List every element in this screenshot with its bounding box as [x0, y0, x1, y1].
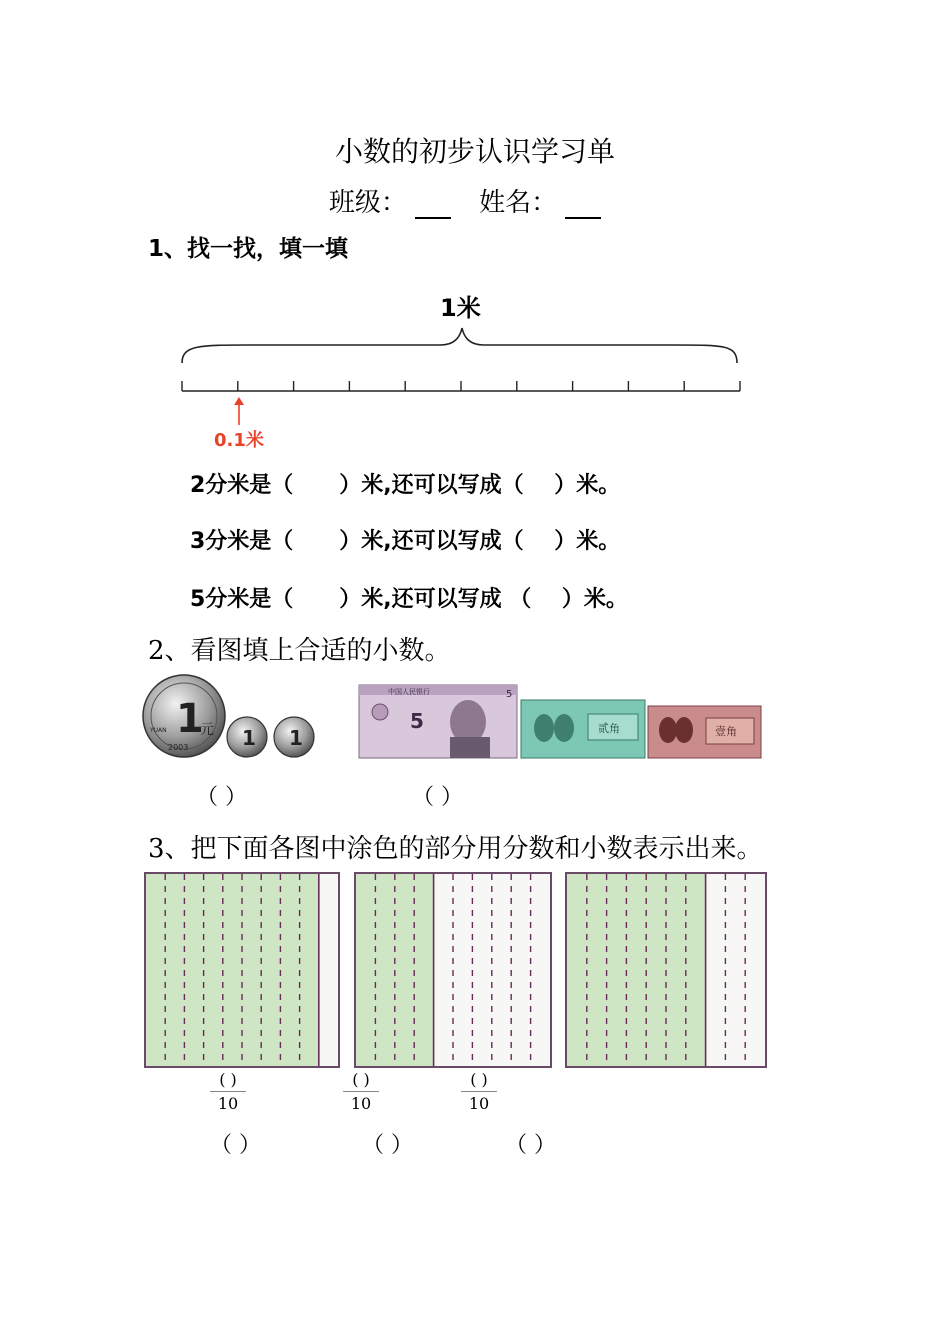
svg-text:5: 5 [410, 709, 424, 733]
five-yuan-note-icon [359, 685, 517, 758]
unshaded-column [434, 874, 454, 1066]
fraction-1-denominator: 10 [217, 1094, 239, 1113]
shaded-column [626, 874, 646, 1066]
unshaded-column [745, 874, 765, 1066]
shaded-column [280, 874, 300, 1066]
banknotes-image [358, 682, 763, 760]
svg-text:1: 1 [289, 726, 303, 750]
class-blank[interactable] [415, 191, 451, 219]
svg-text:元: 元 [200, 722, 214, 738]
fraction-1[interactable] [210, 1070, 246, 1113]
shaded-column [146, 874, 166, 1066]
q2-blank-2[interactable]: （ ） [412, 785, 463, 810]
two-jiao-note-icon [521, 700, 645, 758]
shaded-column [356, 874, 376, 1066]
svg-text:2003: 2003 [168, 743, 189, 752]
q1-heading: 1、找一找，填一填 [148, 236, 349, 262]
svg-text:壹角: 壹角 [715, 725, 737, 738]
grid-1-columns [146, 874, 338, 1066]
shaded-column [646, 874, 666, 1066]
q1-line-3[interactable]: 5分米是（ ）米,还可以写成 （ ）米。 [190, 587, 628, 612]
q3-blank-1[interactable]: （ ） [210, 1133, 261, 1158]
svg-text:5: 5 [506, 689, 513, 700]
fraction-3[interactable] [461, 1070, 497, 1113]
shaded-column [666, 874, 686, 1066]
shaded-column [395, 874, 415, 1066]
shaded-column [567, 874, 587, 1066]
svg-text:1: 1 [242, 726, 256, 750]
red-arrow-icon [234, 397, 244, 425]
ruler-brace [182, 328, 737, 363]
fraction-3-numerator[interactable]: ( ) [461, 1070, 497, 1092]
unshaded-column [472, 874, 492, 1066]
shaded-column [607, 874, 627, 1066]
class-label: 班级： [328, 188, 407, 218]
ruler-ticks [182, 381, 740, 391]
one-jiao-note-icon [648, 706, 761, 758]
fraction-2[interactable] [343, 1070, 379, 1113]
svg-text:1: 1 [176, 696, 204, 742]
q3-blank-2[interactable]: （ ） [362, 1133, 413, 1158]
q1-line-2[interactable]: 3分米是（ ）米,还可以写成（ ）米。 [190, 529, 621, 554]
fraction-1-numerator[interactable]: ( ) [210, 1070, 246, 1092]
shaded-column [686, 874, 706, 1066]
unshaded-column [492, 874, 512, 1066]
unshaded-column [531, 874, 550, 1066]
grid-2-columns [356, 874, 550, 1066]
grid-3-columns [567, 874, 765, 1066]
fraction-2-numerator[interactable]: ( ) [343, 1070, 379, 1092]
one-jiao-coin-icon-1 [227, 717, 267, 757]
q2-blank-1[interactable]: （ ） [196, 785, 247, 810]
shaded-grid-1 [144, 872, 340, 1068]
unshaded-column [706, 874, 726, 1066]
shaded-column [165, 874, 185, 1066]
tick-label-0.1m: 0.1米 [214, 430, 264, 451]
student-info-line [0, 182, 950, 219]
q3-heading: 3、把下面各图中涂色的部分用分数和小数表示出来。 [148, 834, 763, 864]
unshaded-column [453, 874, 473, 1066]
shaded-column [223, 874, 243, 1066]
one-jiao-coin-icon-2 [274, 717, 314, 757]
svg-text:贰角: 贰角 [598, 722, 620, 735]
name-label: 姓名： [479, 188, 558, 218]
fraction-2-denominator: 10 [350, 1094, 372, 1113]
svg-text:中国人民银行: 中国人民银行 [388, 688, 430, 696]
ruler-diagram [170, 325, 760, 425]
shaded-column [261, 874, 281, 1066]
page-title: 小数的初步认识学习单 [334, 135, 615, 168]
shaded-column [242, 874, 262, 1066]
shaded-column [204, 874, 224, 1066]
meter-label: 1米 [440, 294, 481, 322]
unshaded-column [725, 874, 745, 1066]
q3-blank-3[interactable]: （ ） [505, 1133, 556, 1158]
svg-text:YUAN: YUAN [150, 727, 167, 734]
shaded-column [184, 874, 204, 1066]
shaded-column [414, 874, 434, 1066]
q1-line-1[interactable]: 2分米是（ ）米,还可以写成（ ）米。 [190, 473, 621, 498]
shaded-column [300, 874, 320, 1066]
shaded-grid-3 [565, 872, 767, 1068]
unshaded-column [319, 874, 338, 1066]
name-blank[interactable] [565, 191, 601, 219]
shaded-column [587, 874, 607, 1066]
one-yuan-coin-icon [143, 675, 225, 757]
shaded-column [375, 874, 395, 1066]
coins-image [142, 674, 327, 764]
shaded-grid-2 [354, 872, 552, 1068]
unshaded-column [511, 874, 531, 1066]
q2-heading: 2、看图填上合适的小数。 [148, 636, 451, 666]
fraction-3-denominator: 10 [468, 1094, 490, 1113]
